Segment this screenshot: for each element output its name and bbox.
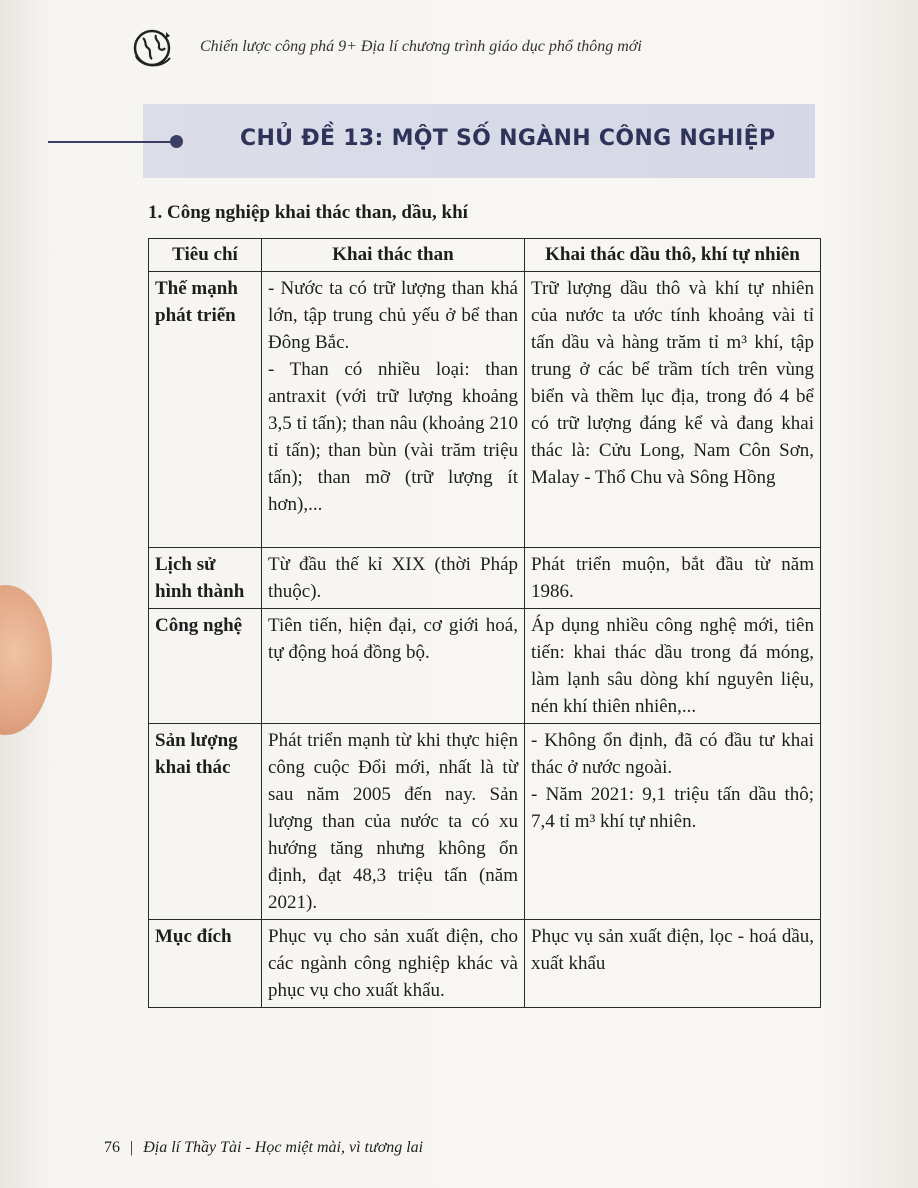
oil-gas-cell [525,272,821,548]
criterion-cell: Mục đích [149,920,262,1008]
criterion-cell: Công nghệ [149,609,262,724]
table-row [149,920,821,1008]
chapter-title: CHỦ ĐỀ 13: MỘT SỐ NGÀNH CÔNG NGHIỆP [240,126,776,151]
table-row [149,548,821,609]
coal-cell [262,609,525,724]
coal-cell [262,272,525,548]
header-criterion: Tiêu chí [149,239,262,272]
criterion-cell: Sản lượng khai thác [149,724,262,920]
running-title: Chiến lược công phá 9+ Địa lí chương trình giáo dục phổ thông mới [200,38,642,55]
cell-paragraph: Tiên tiến, hiện đại, cơ giới hoá, tự động hoá đồng bộ. [268,615,518,663]
header-oil-gas: Khai thác dầu thô, khí tự nhiên [525,239,821,272]
banner-line [48,141,178,143]
cell-paragraph: Phát triển mạnh từ khi thực hiện công cuộc Đổi mới, nhất là từ sau năm 2005 đến nay. Sản lượng than của nước ta có xu hướng tăng nhưng không ổn định, đạt 48,3 triệu tấn (năm 2021). [268,730,518,913]
cell-paragraph: - Nước ta có trữ lượng than khá lớn, tập trung chủ yếu ở bể than Đông Bắc. [268,278,518,353]
banner-dot [170,135,183,148]
comparison-table [148,238,821,1008]
page-footer [104,1139,423,1157]
oil-gas-cell [525,724,821,920]
table-row [149,609,821,724]
footer-slogan: Địa lí Thầy Tài - Học miệt mài, vì tương lai [143,1139,424,1156]
cell-paragraph: Phát triển muộn, bắt đầu từ năm 1986. [531,554,814,602]
footer-separator: | [130,1139,134,1156]
page-number: 76 [104,1139,120,1156]
thumb-at-page-edge [0,585,52,735]
header-coal: Khai thác than [262,239,525,272]
table-row [149,272,821,548]
coal-cell [262,724,525,920]
cell-paragraph: Từ đầu thế kỉ XIX (thời Pháp thuộc). [268,554,518,602]
cell-paragraph: Trữ lượng dầu thô và khí tự nhiên của nước ta ước tính khoảng vài tỉ tấn dầu và hàng trăm tỉ m³ khí, tập trung ở các bể trầm tích trên vùng biển và thềm lục địa, trong đó 4 bể có trữ lượng đáng kể và đang khai thác là: Cửu Long, Nam Côn Sơn, Malay - Thổ Chu và Sông Hồng [531,278,814,488]
cell-paragraph: Phục vụ sản xuất điện, lọc - hoá dầu, xuất khẩu [531,926,814,974]
globe-icon [130,26,174,70]
criterion-cell: Thế mạnh phát triển [149,272,262,548]
oil-gas-cell [525,920,821,1008]
coal-cell [262,920,525,1008]
cell-paragraph: - Không ổn định, đã có đầu tư khai thác ở nước ngoài. [531,730,814,778]
cell-paragraph: - Than có nhiều loại: than antraxit (với trữ lượng khoảng 3,5 tỉ tấn); than nâu (khoảng 210 tỉ tấn); than bùn (vài trăm triệu tấn); than mỡ (trữ lượng ít hơn),... [268,359,518,515]
cell-paragraph: Phục vụ cho sản xuất điện, cho các ngành công nghiệp khác và phục vụ cho xuất khẩu. [268,926,518,1001]
section-heading: 1. Công nghiệp khai thác than, dầu, khí [148,202,468,223]
oil-gas-cell [525,548,821,609]
table-header-row [149,239,821,272]
table-row [149,724,821,920]
criterion-cell: Lịch sử hình thành [149,548,262,609]
oil-gas-cell [525,609,821,724]
running-header [130,26,850,70]
cell-paragraph: Áp dụng nhiều công nghệ mới, tiên tiến: khai thác dầu trong đá móng, làm lạnh sâu dòng khí nguyên liệu, nén khí thiên nhiên,... [531,615,814,717]
coal-cell [262,548,525,609]
cell-paragraph: - Năm 2021: 9,1 triệu tấn dầu thô; 7,4 tỉ m³ khí tự nhiên. [531,784,814,832]
